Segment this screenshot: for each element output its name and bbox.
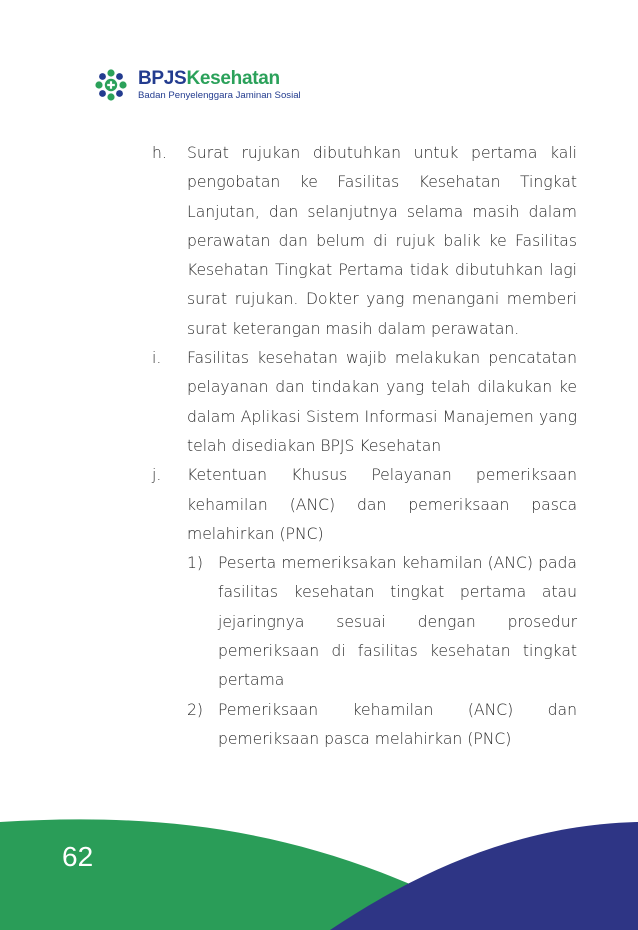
sub-item-2 — [187, 696, 577, 755]
document-body — [152, 139, 577, 754]
sub-item-text: Peserta memeriksakan kehamilan (ANC) pada fasilitas kesehatan tingkat pertama atau jejaringnya sesuai dengan prosedur pemeriksaan di fasilitas kesehatan tingkat pertama — [218, 554, 577, 690]
list-item-i — [152, 344, 577, 461]
list-item-j — [152, 461, 577, 754]
logo-subtitle: Badan Penyelenggara Jaminan Sosial — [138, 90, 301, 102]
bpjs-logo-icon — [93, 67, 129, 103]
logo-brand-bpjs: BPJS — [138, 68, 187, 90]
list-item-text: Fasilitas kesehatan wajib melakukan pencatatan pelayanan dan tindakan yang telah dilakukan ke dalam Aplikasi Sistem Informasi Manajemen yang telah disediakan BPJS Kesehatan — [187, 349, 577, 455]
list-item-text: Ketentuan Khusus Pelayanan pemeriksaan kehamilan (ANC) dan pemeriksaan pasca melahirkan (PNC) — [187, 466, 577, 543]
list-item-text: Surat rujukan dibutuhkan untuk pertama kali pengobatan ke Fasilitas Kesehatan Tingkat Lanjutan, dan selanjutnya selama masih dalam perawatan dan belum di rujuk balik ke Fasilitas Kesehatan Tingkat Pertama tidak dibutuhkan lagi surat rujukan. Dokter yang menangani memberi surat keterangan masih dalam perawatan. — [187, 144, 577, 338]
logo-brand-kesehatan: Kesehatan — [186, 68, 280, 90]
list-marker: h. — [152, 144, 167, 162]
list-marker: j. — [152, 466, 162, 485]
sub-item-1 — [187, 549, 577, 695]
logo-brand — [138, 69, 301, 88]
sub-item-text: Pemeriksaan kehamilan (ANC) dan pemeriksaan pasca melahirkan (PNC) — [218, 700, 577, 748]
footer-wave — [0, 810, 638, 930]
sub-marker: 2) — [187, 700, 204, 719]
page-number: 62 — [62, 841, 94, 872]
list-marker: i. — [152, 349, 162, 368]
list-item-h — [152, 139, 577, 344]
bpjs-logo — [93, 65, 301, 105]
sub-marker: 1) — [187, 554, 204, 573]
